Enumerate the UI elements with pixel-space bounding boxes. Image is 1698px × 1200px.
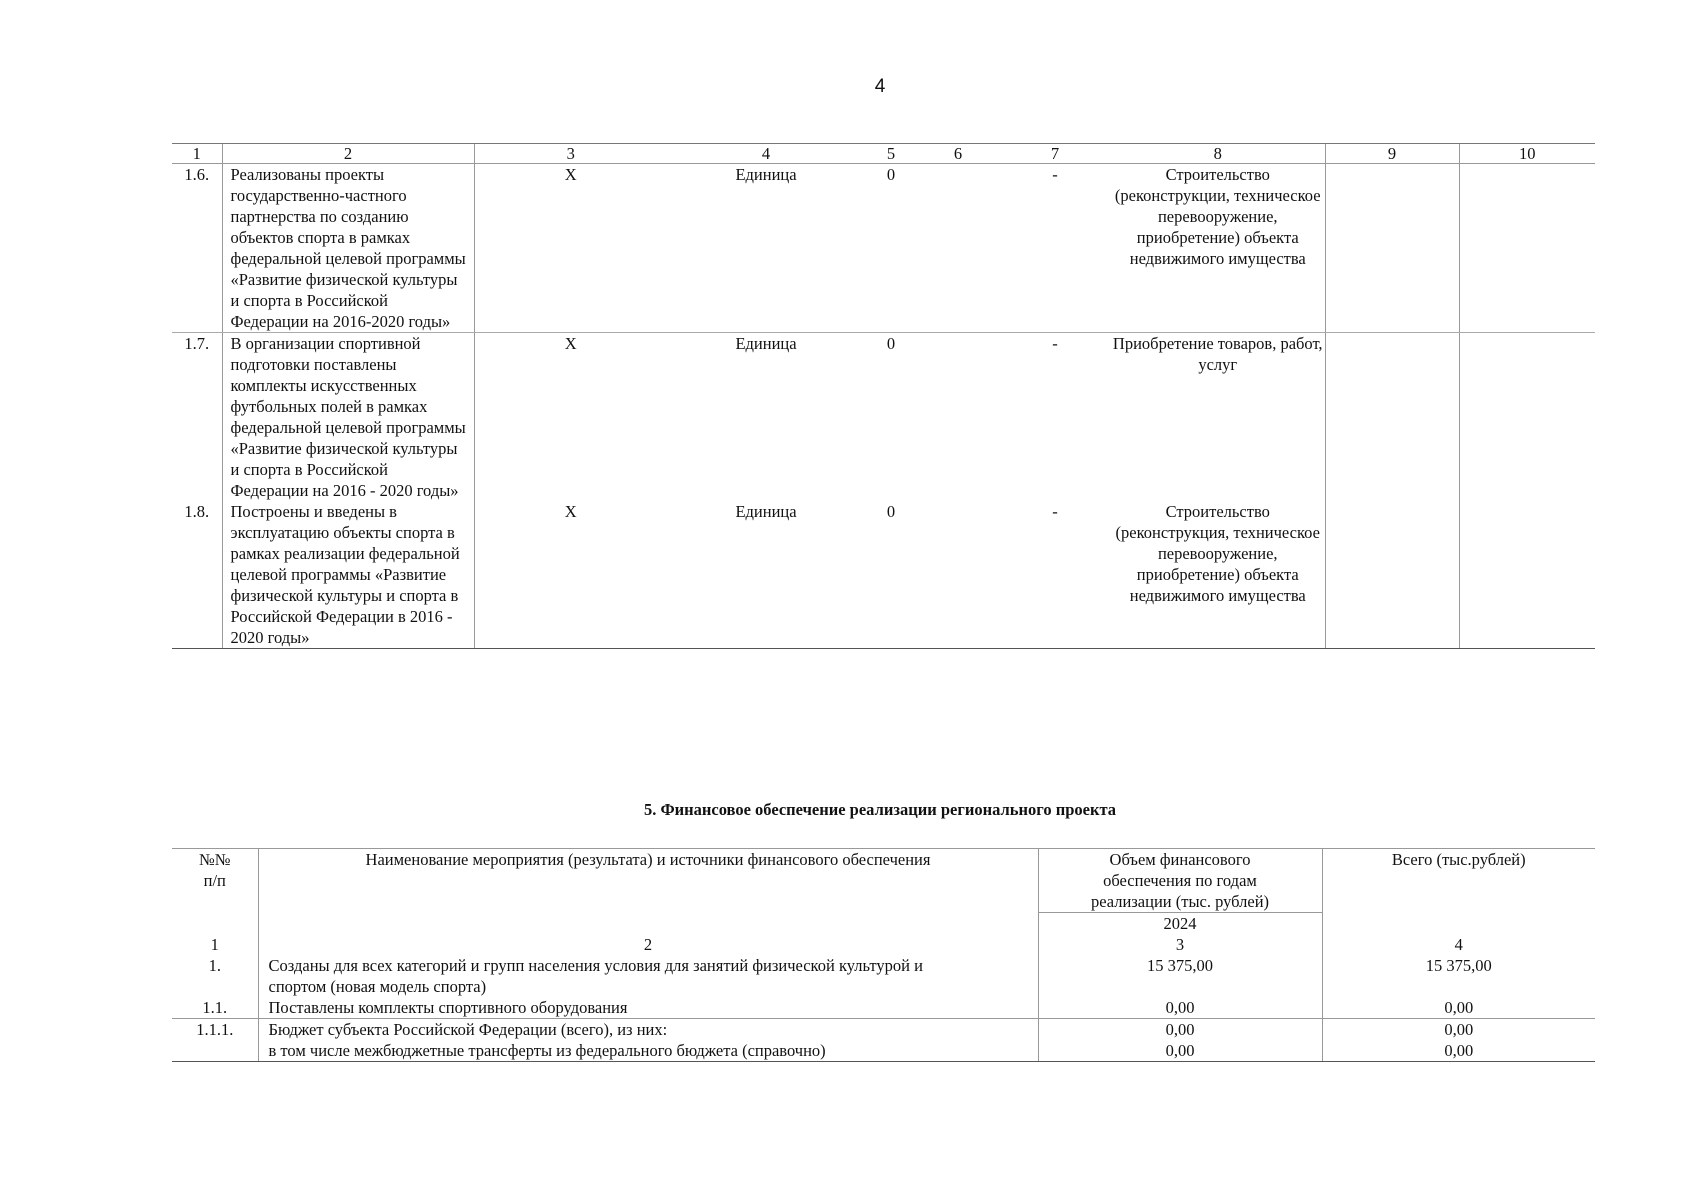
results-header-cell: 2 [222,144,474,164]
cell-unit: Единица [735,334,797,353]
header-num: №№ п/п [172,849,258,935]
row-name: в том числе межбюджетные трансферты из федерального бюджета (справочно) [258,1040,1038,1062]
header-total: Всего (тыс.рублей) [1322,849,1595,935]
cell-col3: X [474,333,667,502]
row-total: 0,00 [1322,1019,1595,1041]
cell-col5: 0 [886,334,896,353]
cell-col7: - [1052,334,1058,353]
cell-col6 [917,501,999,649]
cell-col5: 0 [865,164,917,333]
cell-col10 [1459,333,1595,502]
row-value: 0,00 [1038,1019,1322,1041]
cell-result-type: Строительство (реконструкция, техническое перевооружение, приобретение) объекта недвижимого имущества [1111,501,1325,649]
results-header-cell: 4 [667,144,865,164]
table-row [172,1040,1595,1062]
results-table [172,143,1595,649]
results-header-cell: 5 [865,144,917,164]
results-header-cell: 1 [172,144,222,164]
page-number: 4 [874,76,886,97]
row-number: 1.8. [172,501,222,649]
row-number: 1.6. [172,164,222,333]
cell-col10 [1459,164,1595,333]
results-header-cell: 7 [999,144,1111,164]
table-row [172,1019,1595,1041]
results-header-row [172,144,1595,164]
table-row [172,955,1595,997]
cell-col5: 0 [865,501,917,649]
row-value: 0,00 [1038,997,1322,1019]
row-value: 15 375,00 [1038,955,1322,997]
cell-col3: X [474,164,667,333]
cell-col6 [917,333,999,502]
colnum-cell: 2 [258,934,1038,955]
row-number: 1. [208,956,221,975]
row-number: 1.1.1. [196,1020,234,1039]
row-name: Бюджет субъекта Российской Федерации (всего), из них: [258,1019,1038,1041]
finance-header-row [172,849,1595,913]
header-name: Наименование мероприятия (результата) и источники финансового обеспечения [258,849,1038,935]
cell-col9 [1325,333,1459,502]
row-total: 0,00 [1322,1040,1595,1062]
cell-col9 [1325,501,1459,649]
row-name: Созданы для всех категорий и групп населения условия для занятий физической культурой и спортом (новая модель спорта) [258,955,1038,997]
cell-col9 [1325,164,1459,333]
results-header-cell: 9 [1325,144,1459,164]
cell-result-type: Строительство (реконструкции, техническое перевооружение, приобретение) объекта недвижимого имущества [1111,164,1325,333]
colnum-cell: 4 [1322,934,1595,955]
cell-result-type: Приобретение товаров, работ, услуг [1112,334,1323,374]
table-row [172,164,1595,333]
row-number: 1.7. [184,334,210,353]
finance-colnum-row [172,934,1595,955]
row-total: 15 375,00 [1322,955,1595,997]
result-name: В организации спортивной подготовки поставлены комплекты искусственных футбольных полей в рамках федеральной целевой программы «Развитие физической культуры и спорта в Российской Федерации на 2016 - 2020 годы» [222,333,474,502]
cell-col6 [917,164,999,333]
row-value: 0,00 [1038,1040,1322,1062]
table-row [172,501,1595,649]
row-name: Поставлены комплекты спортивного оборудования [258,997,1038,1019]
table-row [172,333,1595,502]
cell-col7: - [999,164,1111,333]
colnum-cell: 1 [210,935,219,954]
cell-unit: Единица [667,164,865,333]
results-header-cell: 10 [1459,144,1595,164]
results-header-cell: 3 [474,144,667,164]
results-header-cell: 6 [917,144,999,164]
result-name: Реализованы проекты государственно-частного партнерства по созданию объектов спорта в рамках федеральной целевой программы «Развитие физической культуры и спорта в Российской Федерации на 2016-2020 годы» [222,164,474,333]
row-number [172,1040,258,1062]
cell-unit: Единица [667,501,865,649]
header-volume: Объем финансового обеспечения по годам реализации (тыс. рублей) [1038,849,1322,913]
row-total: 0,00 [1322,997,1595,1019]
results-header-cell: 8 [1111,144,1325,164]
row-number: 1.1. [172,997,258,1019]
cell-col7: - [999,501,1111,649]
colnum-cell: 3 [1038,934,1322,955]
finance-table [172,848,1595,1062]
result-name: Построены и введены в эксплуатацию объекты спорта в рамках реализации федеральной целевой программы «Развитие физической культуры и спорта в Российской Федерации в 2016 - 2020 годы» [222,501,474,649]
table-row [172,997,1595,1019]
section-title: 5. Финансовое обеспечение реализации регионального проекта [643,800,1117,819]
cell-col3: X [474,501,667,649]
cell-col10 [1459,501,1595,649]
header-year: 2024 [1038,913,1322,935]
